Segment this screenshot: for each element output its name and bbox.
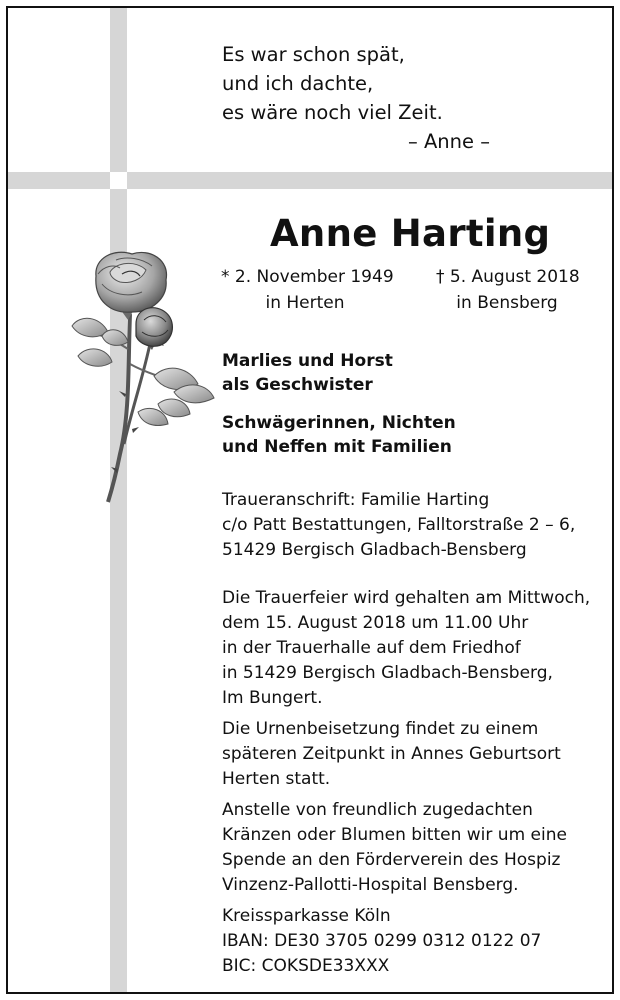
text-line: Vinzenz-Pallotti-Hospital Bensberg. — [222, 875, 519, 895]
text-line: Spende an den Förderverein des Hospiz — [222, 850, 561, 870]
poem-author: – Anne – — [408, 130, 490, 153]
text-line: Die Trauerfeier wird gehalten am Mittwoch, — [222, 588, 591, 608]
text-line: in der Trauerhalle auf dem Friedhof — [222, 638, 521, 658]
poem-line: es wäre noch viel Zeit. — [222, 101, 443, 124]
mourner-group — [222, 411, 456, 459]
death-date: † 5. August 2018 — [436, 267, 580, 287]
mourners — [222, 349, 456, 473]
text-line: Anstelle von freundlich zugedachten — [222, 800, 533, 820]
text-line: in 51429 Bergisch Gladbach-Bensberg, — [222, 663, 553, 683]
poem-line: Es war schon spät, — [222, 43, 405, 66]
address-line: c/o Patt Bestattungen, Falltorstraße 2 – 6, — [222, 515, 576, 535]
urn-burial-note — [222, 717, 590, 792]
service-info — [222, 586, 590, 985]
text-line: Herten statt. — [222, 769, 331, 789]
mourner-group — [222, 349, 456, 397]
iban: IBAN: DE30 3705 0299 0312 0122 07 — [222, 931, 542, 951]
bank-details — [222, 904, 590, 979]
mourner-line: Marlies und Horst — [222, 351, 393, 371]
cross-center — [110, 172, 127, 189]
death-info — [436, 264, 578, 316]
birth-date: * 2. November 1949 — [221, 267, 394, 287]
text-line: Die Urnenbeisetzung findet zu einem — [222, 719, 539, 739]
deceased-name: Anne Harting — [270, 212, 551, 255]
mourner-line: als Geschwister — [222, 375, 373, 395]
address-line: 51429 Bergisch Gladbach-Bensberg — [222, 540, 527, 560]
donation-note — [222, 798, 590, 898]
cross-horizontal-bar — [8, 172, 612, 189]
text-line: dem 15. August 2018 um 11.00 Uhr — [222, 613, 529, 633]
mourner-line: und Neffen mit Familien — [222, 437, 452, 457]
text-line: späteren Zeitpunkt in Annes Geburtsort — [222, 744, 561, 764]
poem — [222, 40, 490, 156]
address-line: Traueranschrift: Familie Harting — [222, 490, 490, 510]
mourner-line: Schwägerinnen, Nichten — [222, 413, 456, 433]
funeral-details — [222, 586, 590, 711]
poem-line: und ich dachte, — [222, 72, 374, 95]
birth-info — [221, 264, 394, 316]
bic: BIC: COKSDE33XXX — [222, 956, 390, 976]
text-line: Im Bungert. — [222, 688, 323, 708]
bank-name: Kreissparkasse Köln — [222, 906, 391, 926]
obituary-frame — [6, 6, 614, 994]
death-place: in Bensberg — [456, 293, 558, 313]
mourning-address — [222, 488, 575, 563]
text-line: Kränzen oder Blumen bitten wir um eine — [222, 825, 567, 845]
birth-place: in Herten — [265, 293, 345, 313]
rose-icon — [58, 244, 228, 518]
